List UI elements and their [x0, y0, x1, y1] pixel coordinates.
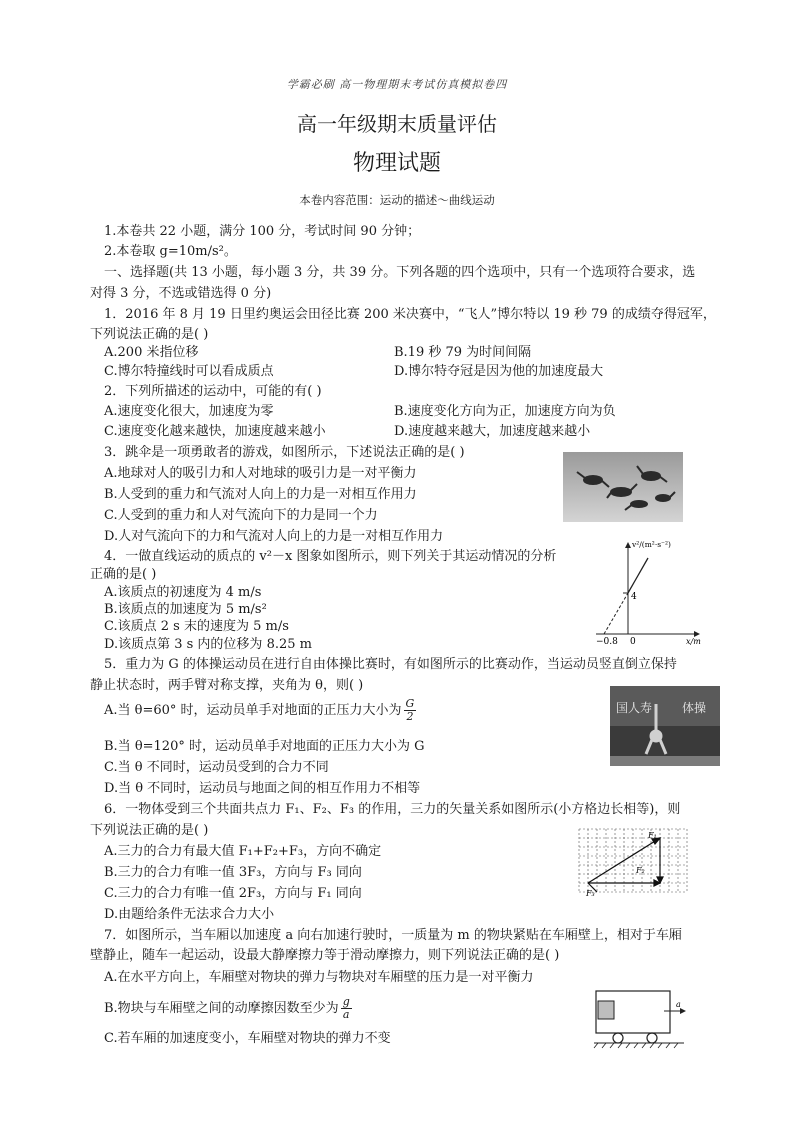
- page-header: 学霸必刷 高一物理期末考试仿真模拟卷四: [286, 78, 508, 91]
- q2-option-d: D.速度越来越大，加速度越来越小: [394, 424, 591, 439]
- q6-option-b: B.三力的合力有唯一值 3F₃，方向与 F₃ 同向: [104, 865, 362, 880]
- q5-option-a-fraction: [404, 698, 417, 723]
- q6-option-c: C.三力的合力有唯一值 2F₃，方向与 F₁ 同向: [104, 886, 362, 901]
- cart-diagram: [590, 985, 690, 1051]
- q5-frac-den: 2: [406, 710, 414, 723]
- q6-stem: 6．一物体受到三个共面共点力 F₁、F₂、F₃ 的作用，三力的矢量关系如图所示(小方格边长相等)，则: [104, 802, 681, 817]
- q5-option-b: B.当 θ=120° 时，运动员单手对地面的正压力大小为 G: [104, 739, 425, 754]
- q5-option-a: [104, 698, 416, 723]
- graph-x-tick: −0.8: [596, 637, 618, 647]
- q1-option-d: D.博尔特夺冠是因为他的加速度最大: [394, 364, 604, 379]
- q5-option-d: D.当 θ 不同时，运动员与地面之间的相互作用力不相等: [104, 781, 421, 796]
- q5-option-a-text: A.当 θ=60° 时，运动员单手对地面的正压力大小为: [104, 703, 402, 718]
- graph-y-label: v²/(m²·s⁻²): [632, 540, 671, 549]
- acceleration-label: a: [676, 1000, 681, 1009]
- q4-option-d: D.该质点第 3 s 内的位移为 8.25 m: [104, 637, 312, 652]
- q3-option-b: B.人受到的重力和气流对人向上的力是一对相互作用力: [104, 487, 417, 502]
- q7-option-b-fraction: [341, 996, 352, 1021]
- block: [598, 1001, 614, 1019]
- photo-banner-left: 国人寿: [616, 701, 653, 715]
- q7-option-b: [104, 996, 352, 1021]
- q5-frac-num: G: [405, 697, 415, 710]
- q5-stem: 5．重力为 G 的体操运动员在进行自由体操比赛时，有如图所示的比赛动作，当运动员竖直倒立保持: [104, 657, 677, 672]
- wheel-right: [647, 1033, 657, 1043]
- graph-y-tick: 4: [631, 592, 637, 602]
- q2-option-b: B.速度变化方向为正，加速度方向为负: [394, 404, 616, 419]
- page-subtitle: 物理试题: [352, 151, 441, 176]
- force-f1-arrow: [588, 838, 660, 883]
- q4-option-c: C.该质点 2 s 末的速度为 5 m/s: [104, 619, 289, 634]
- q5-option-c: C.当 θ 不同时，运动员受到的合力不同: [104, 760, 329, 775]
- gymnast-photo: [610, 686, 720, 766]
- graph-line: [628, 558, 648, 593]
- q7-option-a: A.在水平方向上，车厢壁对物块的弹力与物块对车厢壁的压力是一对平衡力: [104, 970, 534, 985]
- q4-stem: 4．一做直线运动的质点的 v²－x 图象如图所示，则下列关于其运动情况的分析: [104, 549, 557, 564]
- section-heading-cont: 对得 3 分，不选或错选得 0 分): [90, 286, 272, 301]
- q7-frac-den: a: [342, 1008, 350, 1021]
- force-grid-diagram: [576, 826, 691, 898]
- force-label-f2: F₂: [636, 866, 645, 875]
- q7-option-c: C.若车厢的加速度变小，车厢壁对物块的弹力不变: [104, 1031, 391, 1046]
- q2-option-a: A.速度变化很大，加速度为零: [104, 404, 274, 419]
- graph-x-label: x/m: [686, 637, 701, 646]
- photo-banner-right: 体操: [682, 701, 707, 715]
- q3-option-a: A.地球对人的吸引力和人对地球的吸引力是一对平衡力: [104, 466, 417, 481]
- q7-stem: 7．如图所示，当车厢以加速度 a 向右加速行驶时，一质量为 m 的物块紧贴在车厢壁上，相对于车厢: [104, 928, 682, 943]
- content-scope: 本卷内容范围：运动的描述～曲线运动: [299, 193, 495, 207]
- q1-option-b: B.19 秒 79 为时间间隔: [394, 345, 532, 360]
- q6-option-a: A.三力的合力有最大值 F₁+F₂+F₃，方向不确定: [104, 844, 382, 859]
- q2-stem: 2．下列所描述的运动中，可能的有( ): [104, 384, 322, 399]
- wheel-left: [613, 1033, 623, 1043]
- graph-extension-line: [604, 593, 628, 634]
- q1-option-a: A.200 米指位移: [104, 345, 199, 360]
- q4-stem-cont: 正确的是( ): [90, 567, 157, 582]
- section-heading: 一、选择题(共 13 小题，每小题 3 分，共 39 分。下列各题的四个选项中，只有一个选项符合要求，选: [104, 265, 696, 280]
- q7-frac-num: g: [342, 995, 350, 1008]
- force-label-f3: F₃: [586, 889, 595, 898]
- graph-origin: 0: [630, 637, 636, 647]
- q1-stem: 1．2016 年 8 月 19 日里约奥运会田径比赛 200 米决赛中，“飞人”博尔特以 19 秒 79 的成绩夺得冠军，: [104, 307, 716, 322]
- skydivers-photo: [563, 452, 683, 522]
- q2-option-c: C.速度变化越来越快，加速度越来越小: [104, 424, 326, 439]
- q5-stem-cont: 静止状态时，两手臂对称支撑，夹角为 θ，则( ): [90, 678, 364, 693]
- force-label-f1: F₁: [648, 831, 657, 840]
- q3-option-c: C.人受到的重力和人对气流向下的力是同一个力: [104, 508, 378, 523]
- q3-stem: 3．跳伞是一项勇敢者的游戏，如图所示，下述说法正确的是( ): [104, 445, 465, 460]
- q7-stem-cont: 壁静止，随车一起运动，设最大静摩擦力等于滑动摩擦力，则下列说法正确的是( ): [90, 948, 560, 963]
- q3-option-d: D.人对气流向下的力和气流对人向上的力是一对相互作用力: [104, 529, 444, 544]
- q4-option-b: B.该质点的加速度为 5 m/s²: [104, 602, 267, 617]
- q1-option-c: C.博尔特撞线时可以看成质点: [104, 364, 274, 379]
- q6-stem-cont: 下列说法正确的是( ): [90, 823, 209, 838]
- q7-option-b-text: B.物块与车厢壁之间的动摩擦因数至少为: [104, 1001, 339, 1016]
- page-title: 高一年级期末质量评估: [297, 112, 497, 136]
- q1-stem-cont: 下列说法正确的是( ): [90, 327, 209, 342]
- q4-option-a: A.该质点的初速度为 4 m/s: [104, 585, 262, 600]
- v2-x-graph: [590, 538, 710, 648]
- note-1: 1.本卷共 22 小题，满分 100 分，考试时间 90 分钟；: [104, 224, 421, 239]
- note-2: 2.本卷取 g=10m/s²。: [104, 244, 237, 259]
- q6-option-d: D.由题给条件无法求合力大小: [104, 907, 275, 922]
